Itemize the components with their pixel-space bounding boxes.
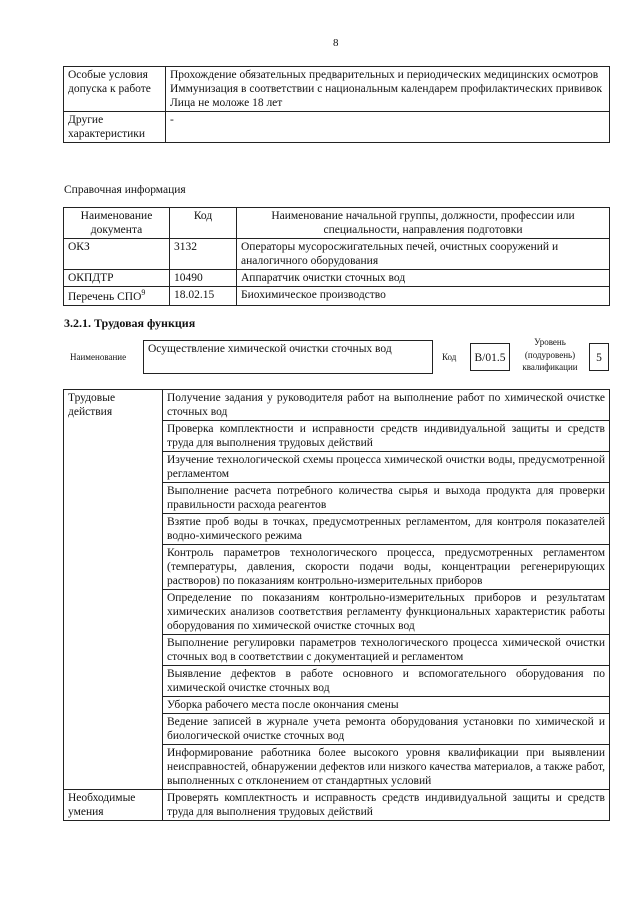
table-row bbox=[64, 287, 610, 306]
action-item: Уборка рабочего места после окончания смены bbox=[163, 697, 610, 714]
code-label: Код bbox=[442, 352, 457, 362]
action-item: Выполнение расчета потребного количества сырья и выхода продукта для проверки правильности расхода реагентов bbox=[163, 483, 610, 514]
admission-conditions-table bbox=[63, 66, 610, 143]
row-value: - bbox=[166, 112, 610, 143]
action-item: Выявление дефектов в работе основного и вспомогательного оборудования по химической очистке сточных вод bbox=[163, 666, 610, 697]
list-item: Прохождение обязательных предварительных и периодических медицинских осмотров bbox=[170, 69, 599, 81]
column-header: Код bbox=[170, 208, 237, 239]
page-number: 8 bbox=[333, 37, 339, 49]
table-cell: Аппаратчик очистки сточных вод bbox=[237, 270, 610, 287]
skill-item: Проверять комплектность и исправность средств индивидуальной защиты и средств труда для выполнения трудовых действий bbox=[163, 790, 610, 821]
doc-name: Перечень СПО bbox=[68, 290, 142, 303]
action-item: Выполнение регулировки параметров технологического процесса химической очистки сточных вод в соответствии с документацией и регламентом bbox=[163, 635, 610, 666]
table-row bbox=[64, 112, 610, 143]
name-label: Наименование bbox=[70, 352, 127, 362]
reference-table bbox=[63, 207, 610, 306]
table-cell: 10490 bbox=[170, 270, 237, 287]
list-item: Лица не моложе 18 лет bbox=[170, 97, 283, 110]
column-header: Наименование документа bbox=[64, 208, 170, 239]
table-cell: Биохимическое производство bbox=[237, 287, 610, 306]
table-cell: ОКПДТР bbox=[64, 270, 170, 287]
action-item: Изучение технологической схемы процесса химической очистки воды, предусмотренной регламентом bbox=[163, 452, 610, 483]
level-value: 5 bbox=[589, 343, 609, 371]
action-item: Контроль параметров технологического процесса, предусмотренных регламентом (температуры, давления, скорости подачи воды, концентрации регенерирующих растворов) по показаниям контрольно-измерительных приборов bbox=[163, 545, 610, 590]
table-row bbox=[64, 390, 610, 421]
table-cell: Операторы мусоросжигательных печей, очистных сооружений и аналогичного оборудования bbox=[237, 239, 610, 270]
table-row bbox=[64, 790, 610, 821]
table-cell: 3132 bbox=[170, 239, 237, 270]
list-item: Иммунизация в соответствии с национальным календарем профилактических прививок bbox=[170, 83, 603, 96]
section-title: 3.2.1. Трудовая функция bbox=[64, 316, 196, 330]
function-name: Осуществление химической очистки сточных вод bbox=[143, 340, 433, 374]
action-item: Проверка комплектности и исправности средств индивидуальной защиты и средств труда для выполнения трудовых действий bbox=[163, 421, 610, 452]
reference-title: Справочная информация bbox=[64, 184, 186, 196]
table-cell bbox=[64, 287, 170, 306]
footnote-mark: 9 bbox=[141, 288, 146, 298]
action-item: Определение по показаниям контрольно-измерительных приборов и результатам химических анализов соответствия регламенту функциональных характеристик работы оборудования по химической очистке сточных вод bbox=[163, 590, 610, 635]
level-label: Уровень (подуровень) квалификации bbox=[522, 337, 578, 373]
row-label: Особые условия допуска к работе bbox=[64, 67, 166, 112]
action-item: Информирование работника более высокого уровня квалификации при выявлении неисправностей, обнаружении дефектов или низкого качества материалов, а также работ, выполненных с отклонением от стандартных условий bbox=[163, 745, 610, 790]
table-row bbox=[64, 67, 610, 112]
column-header: Наименование начальной группы, должности, профессии или специальности, направления подготовки bbox=[237, 208, 610, 239]
action-item: Получение задания у руководителя работ на выполнение работ по химической очистке сточных вод bbox=[163, 390, 610, 421]
row-label: Другие характеристики bbox=[64, 112, 166, 143]
table-cell: 18.02.15 bbox=[170, 287, 237, 306]
table-header-row bbox=[64, 208, 610, 239]
action-item: Ведение записей в журнале учета ремонта оборудования установки по химической и биологической очистке сточных вод bbox=[163, 714, 610, 745]
row-label: Необходимые умения bbox=[64, 790, 163, 821]
table-row bbox=[64, 270, 610, 287]
labor-actions-table bbox=[63, 389, 610, 821]
row-label: Трудовые действия bbox=[64, 390, 163, 790]
function-code: B/01.5 bbox=[470, 343, 510, 371]
action-item: Взятие проб воды в точках, предусмотренных регламентом, для контроля показателей водно-химического режима bbox=[163, 514, 610, 545]
row-value bbox=[166, 67, 610, 112]
table-cell: ОКЗ bbox=[64, 239, 170, 270]
table-row bbox=[64, 239, 610, 270]
